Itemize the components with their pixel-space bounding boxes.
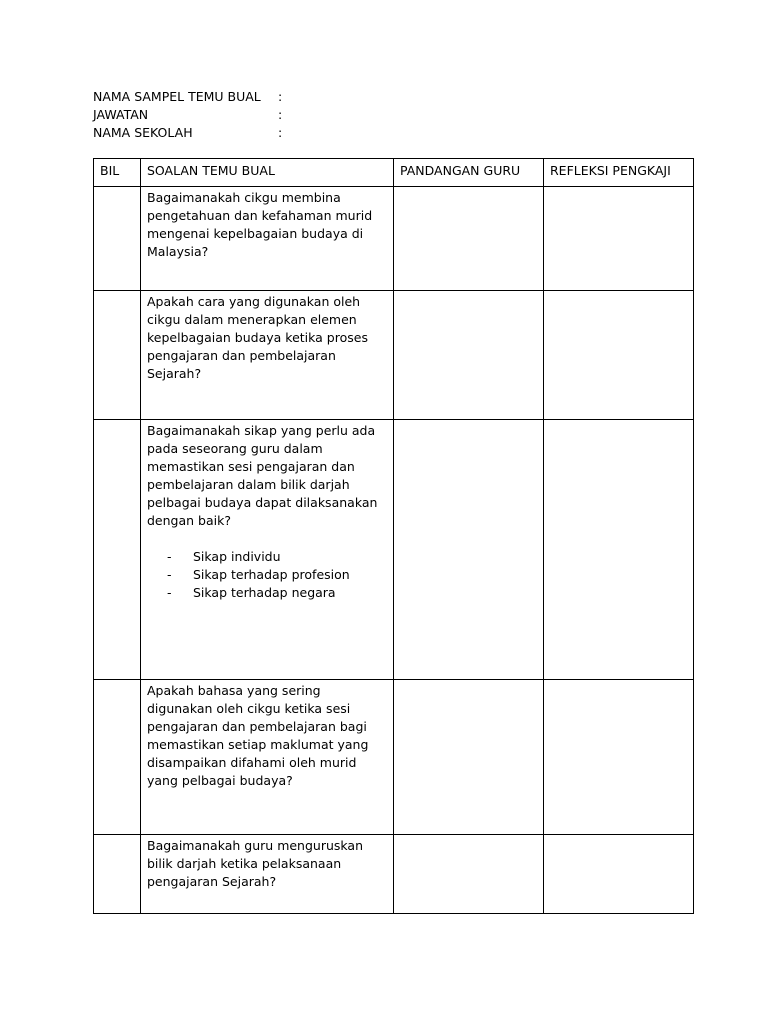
bil-cell xyxy=(94,187,141,291)
refleksi-pengkaji-cell[interactable] xyxy=(544,680,694,835)
column-header-bil: BIL xyxy=(94,159,141,187)
header-colon: : xyxy=(278,125,283,140)
bil-cell xyxy=(94,835,141,914)
header-label: NAMA SEKOLAH xyxy=(93,125,193,140)
header-field-nama-sampel xyxy=(93,88,282,106)
pandangan-guru-cell[interactable] xyxy=(394,291,544,420)
question-text: Bagaimanakah sikap yang perlu ada pada seseorang guru dalam memastikan sesi pengajaran dan pembelajaran dalam bilik darjah pelbagai budaya dapat dilaksanakan dengan baik? xyxy=(147,423,378,528)
list-item: - Sikap terhadap profesion xyxy=(167,567,350,582)
bullet-text: Sikap terhadap profesion xyxy=(193,567,350,582)
header-label: JAWATAN xyxy=(93,107,149,122)
bil-cell xyxy=(94,680,141,835)
column-header-pandangan-guru: PANDANGAN GURU xyxy=(394,159,544,187)
question-cell: Apakah bahasa yang sering digunakan oleh cikgu ketika sesi pengajaran dan pembelajaran bagi memastikan setiap maklumat yang disampaikan difahami oleh murid yang pelbagai budaya? xyxy=(141,680,394,835)
refleksi-pengkaji-cell[interactable] xyxy=(544,291,694,420)
header-colon: : xyxy=(278,107,283,122)
pandangan-guru-cell[interactable] xyxy=(394,187,544,291)
header-field-nama-sekolah xyxy=(93,124,282,142)
bil-cell xyxy=(94,291,141,420)
table-row xyxy=(94,680,694,835)
refleksi-pengkaji-cell[interactable] xyxy=(544,420,694,680)
list-item: - Sikap terhadap negara xyxy=(167,585,336,600)
pandangan-guru-cell[interactable] xyxy=(394,835,544,914)
question-cell xyxy=(141,420,394,680)
header-field-jawatan xyxy=(93,106,282,124)
interview-table xyxy=(93,158,694,914)
question-cell: Bagaimanakah guru menguruskan bilik darjah ketika pelaksanaan pengajaran Sejarah? xyxy=(141,835,394,914)
pandangan-guru-cell[interactable] xyxy=(394,420,544,680)
table-row xyxy=(94,187,694,291)
bullet-text: Sikap terhadap negara xyxy=(193,585,336,600)
refleksi-pengkaji-cell[interactable] xyxy=(544,835,694,914)
pandangan-guru-cell[interactable] xyxy=(394,680,544,835)
bil-cell xyxy=(94,420,141,680)
column-header-refleksi-pengkaji: REFLEKSI PENGKAJI xyxy=(544,159,694,187)
question-cell: Bagaimanakah cikgu membina pengetahuan dan kefahaman murid mengenai kepelbagaian budaya di Malaysia? xyxy=(141,187,394,291)
interview-header xyxy=(93,88,282,142)
table-row xyxy=(94,291,694,420)
table-row xyxy=(94,420,694,680)
question-cell: Apakah cara yang digunakan oleh cikgu dalam menerapkan elemen kepelbagaian budaya ketika proses pengajaran dan pembelajaran Sejarah? xyxy=(141,291,394,420)
table-row xyxy=(94,835,694,914)
header-colon: : xyxy=(278,89,283,104)
bullet-text: Sikap individu xyxy=(193,549,281,564)
header-label: NAMA SAMPEL TEMU BUAL xyxy=(93,89,261,104)
list-item: - Sikap individu xyxy=(167,549,281,564)
table-header-row xyxy=(94,159,694,187)
bullet-list xyxy=(147,548,387,602)
column-header-soalan: SOALAN TEMU BUAL xyxy=(141,159,394,187)
refleksi-pengkaji-cell[interactable] xyxy=(544,187,694,291)
